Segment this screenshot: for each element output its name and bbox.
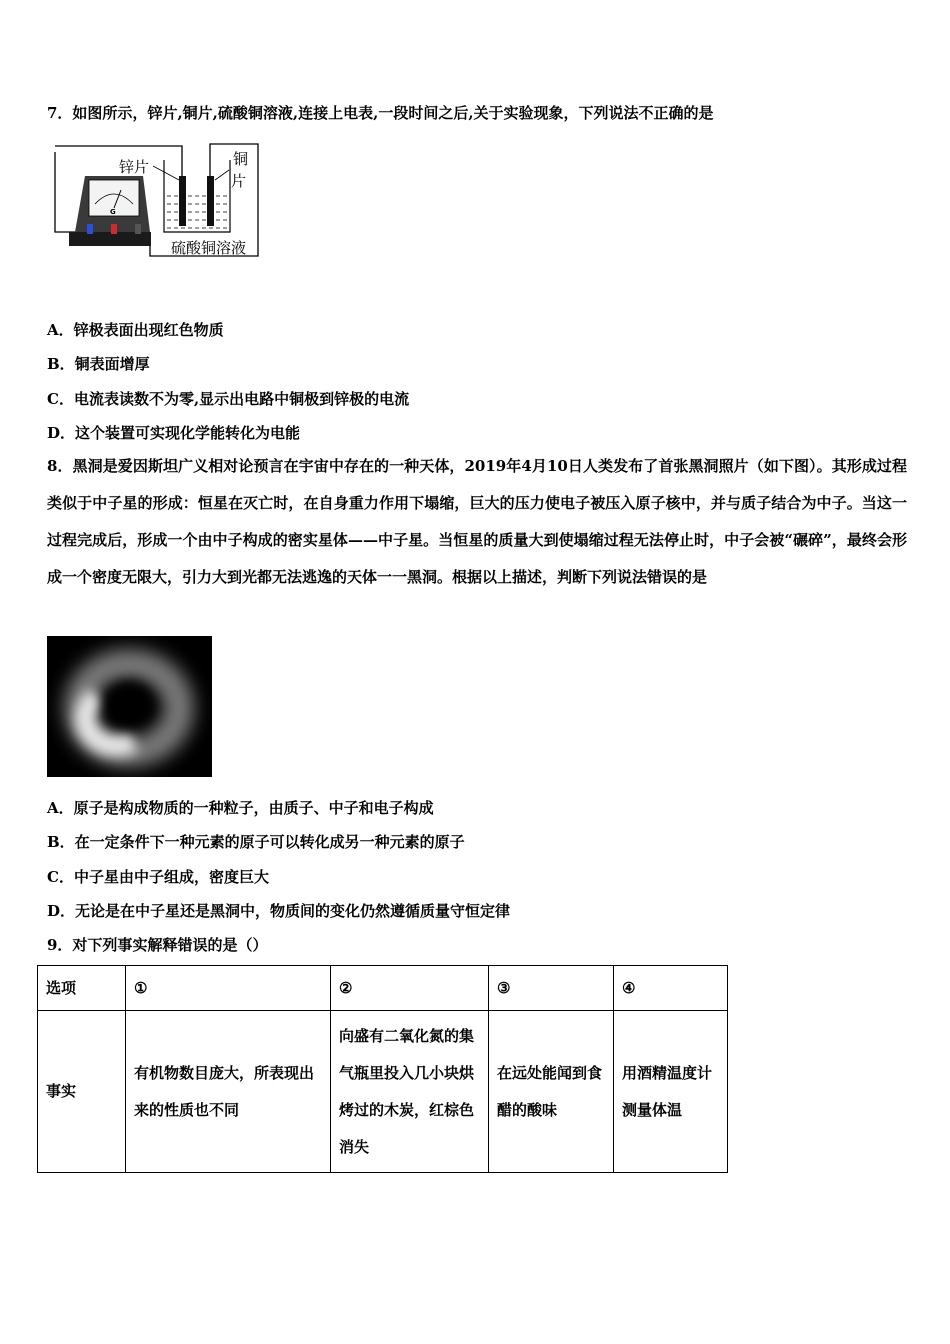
table-header-row (38, 966, 728, 1011)
table-row (38, 1011, 728, 1173)
wire-left (55, 152, 75, 232)
label-copper-1: 铜 (233, 150, 249, 168)
q8-option-a: A．原子是构成物质的一种粒子，由质子、中子和电子构成 (47, 799, 434, 817)
q8-stem: 8．黑洞是爱因斯坦广义相对论预言在宇宙中存在的一种天体，2019年4月10日人类发布了首张黑洞照片（如下图）。其形成过程类似于中子星的形成：恒星在灭亡时，在自身重力作用下塌缩，巨大的压力使电子被压入原子核中，并与质子结合为中子。当这一过程完成后，形成一个由中子构成的密实星体——中子星。当恒星的质量大到使塌缩过程无法停止时，中子会被“碾碎”，最终会形成一个密度无限大，引力大到光都无法逃逸的天体一一黑洞。根据以上描述，判断下列说法错误的是 (47, 457, 907, 586)
black-hole-photo (47, 636, 212, 777)
q9-stem: 9．对下列事实解释错误的是（） (47, 936, 268, 954)
fact-3: 在远处能闻到食醋的酸味 (489, 1011, 614, 1173)
q7-stem: 7．如图所示，锌片,铜片,硫酸铜溶液,连接上电表,一段时间之后,关于实验现象，下列说法不正确的是 (47, 104, 714, 122)
meter-letter: G (110, 208, 116, 216)
q8-option-c: C．中子星由中子组成，密度巨大 (47, 868, 269, 886)
label-zinc: 锌片 (119, 158, 150, 176)
q9-table (37, 965, 728, 1173)
label-solution: 硫酸铜溶液 (171, 239, 247, 257)
q8-option-d: D．无论是在中子星还是黑洞中，物质间的变化仍然遵循质量守恒定律 (47, 902, 511, 920)
row-label-fact: 事实 (38, 1011, 126, 1173)
q7-galvanic-cell-figure (47, 140, 262, 260)
header-3: ③ (489, 966, 614, 1011)
header-option: 选项 (38, 966, 126, 1011)
galvanometer (69, 176, 151, 246)
fact-4: 用酒精温度计测量体温 (614, 1011, 728, 1173)
q7-option-a: A．锌极表面出现红色物质 (47, 321, 224, 339)
q7-option-c: C．电流表读数不为零,显示出电路中铜极到锌极的电流 (47, 390, 410, 408)
zinc-plate (179, 176, 186, 226)
fact-2: 向盛有二氧化氮的集气瓶里投入几小块烘烤过的木炭，红棕色消失 (331, 1011, 489, 1173)
beaker (164, 160, 230, 232)
label-copper-2: 片 (231, 172, 247, 190)
header-2: ② (331, 966, 489, 1011)
q8-option-b: B．在一定条件下一种元素的原子可以转化成另一种元素的原子 (47, 833, 465, 851)
q7-option-b: B．铜表面增厚 (47, 355, 150, 373)
copper-plate (207, 176, 214, 226)
fact-1: 有机物数目庞大，所表现出来的性质也不同 (126, 1011, 331, 1173)
header-4: ④ (614, 966, 728, 1011)
q7-option-d: D．这个装置可实现化学能转化为电能 (47, 424, 301, 442)
header-1: ① (126, 966, 331, 1011)
